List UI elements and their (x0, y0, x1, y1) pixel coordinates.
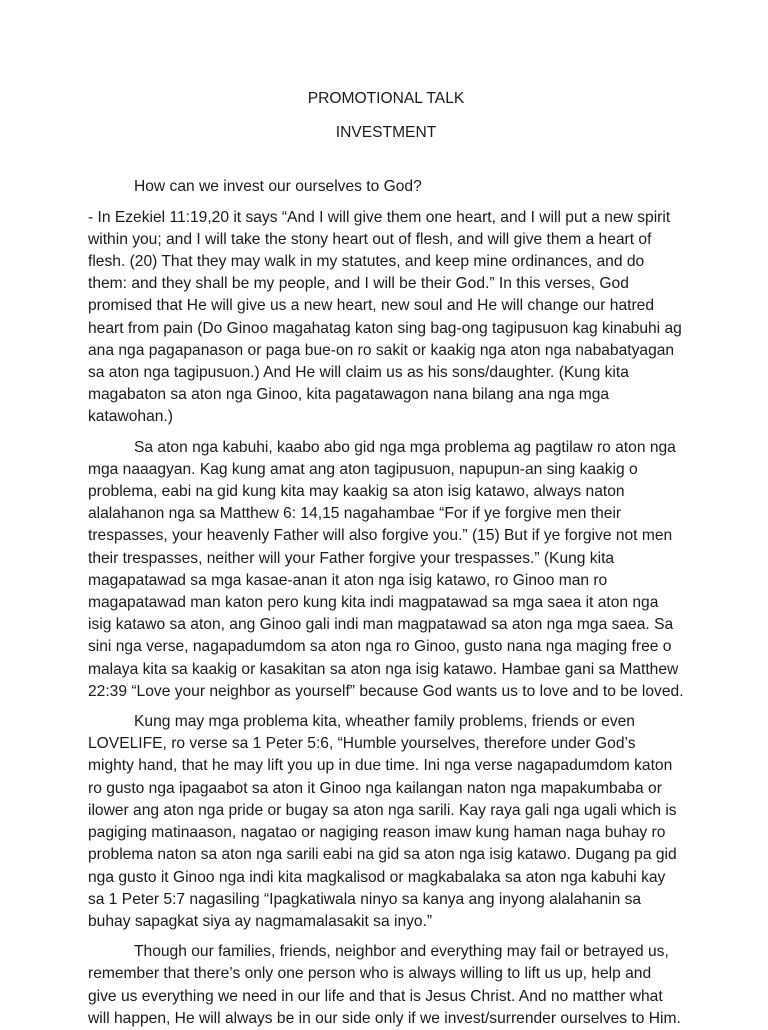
paragraph-matthew: Sa aton nga kabuhi, kaabo abo gid nga mga problema ag pagtilaw ro aton nga mga naaagyan. Kag kung amat ang aton tagipusuon, napupun-an sing kaakig o problema, eabi na gid kung kita may kaakig sa aton isig katawo, always naton alalahanon nga sa Matthew 6: 14,15 nagahambae “For if ye forgive men their trespasses, your heavenly Father will also forgive you.” (15) But if ye forgive not men their trespasses, neither will your Father forgive your trespasses.” (Kung kita magapatawad sa mga kasae-anan it aton nga isig katawo, ro Ginoo man ro magapatawad man katon pero kung kita indi magpatawad sa mga saea it aton nga isig katawo sa aton, ang Ginoo gali indi man magpatawad sa aton nga mga saea. Sa sini nga verse, nagapadumdom sa aton nga ro Ginoo, gusto nana nga maging free o malaya kita sa kaakig or kasakitan sa aton nga isig katawo. Hambae gani sa Matthew 22:39 “Love your neighbor as yourself” because God wants us to love and to be loved. (88, 438, 684, 700)
document-page (88, 88, 684, 1030)
question-line: How can we invest our ourselves to God? (134, 178, 422, 196)
document-title: PROMOTIONAL TALK (307, 90, 465, 107)
paragraph-ezekiel: - In Ezekiel 11:19,20 it says “And I will give them one heart, and I will put a new spirit within you; and I will take the stony heart out of flesh, and will give them a heart of flesh. (20) That they may walk in my statutes, and keep mine ordinances, and do them: and they shall be my people, and I will be their God.” In this verses, God promised that He will give us a new heart, new soul and He will change our hatred heart from pain (Do Ginoo magahatag katon sing bag-ong tagipusuon kag kinabuhi ag ana nga pagapanason or paga bue-on ro sakit or kaakig nga aton nga nababatyagan sa aton nga tagipusuon.) And He will claim us as his sons/daughter. (Kung kita magabaton sa aton nga Ginoo, kita pagatawagon nana bilang ana nga mga katawohan.) (88, 208, 682, 426)
paragraph-conclusion: Though our families, friends, neighbor and everything may fail or betrayed us, remember that there’s only one person who is always willing to lift us up, help and give us everything we need in our life and that is Jesus Christ. And no matther what will happen, He will always be in our side only if we invest/surrender ourselves to Him. (88, 943, 681, 1027)
paragraph-peter: Kung may mga problema kita, wheather family problems, friends or even LOVELIFE, ro verse sa 1 Peter 5:6, “Humble yourselves, therefore under God’s mighty hand, that he may lift you up in due time. Ini nga verse nagapadumdom katon ro gusto nga ipagaabot sa aton it Ginoo nga kailangan naton nga mapakumbaba or ilower ang aton nga pride or bugay sa aton nga sarili. Kay raya gali nga ugali which is pagiging matinaason, nagatao or nagiging reason imaw kung haman naga buhay ro problema naton sa aton nga sarili eabi na gid sa aton nga isig katawo. Dugang pa gid nga gusto it Ginoo nga indi kita magkalisod or magkabalaka sa aton nga kabuhi kay sa 1 Peter 5:7 nagasiling “Ipagkatiwala ninyo sa kanya ang inyong alalahanin sa buhay sapagkat siya ay nagmamalasakit sa inyo.” (88, 713, 677, 930)
document-subtitle: INVESTMENT (335, 124, 437, 142)
